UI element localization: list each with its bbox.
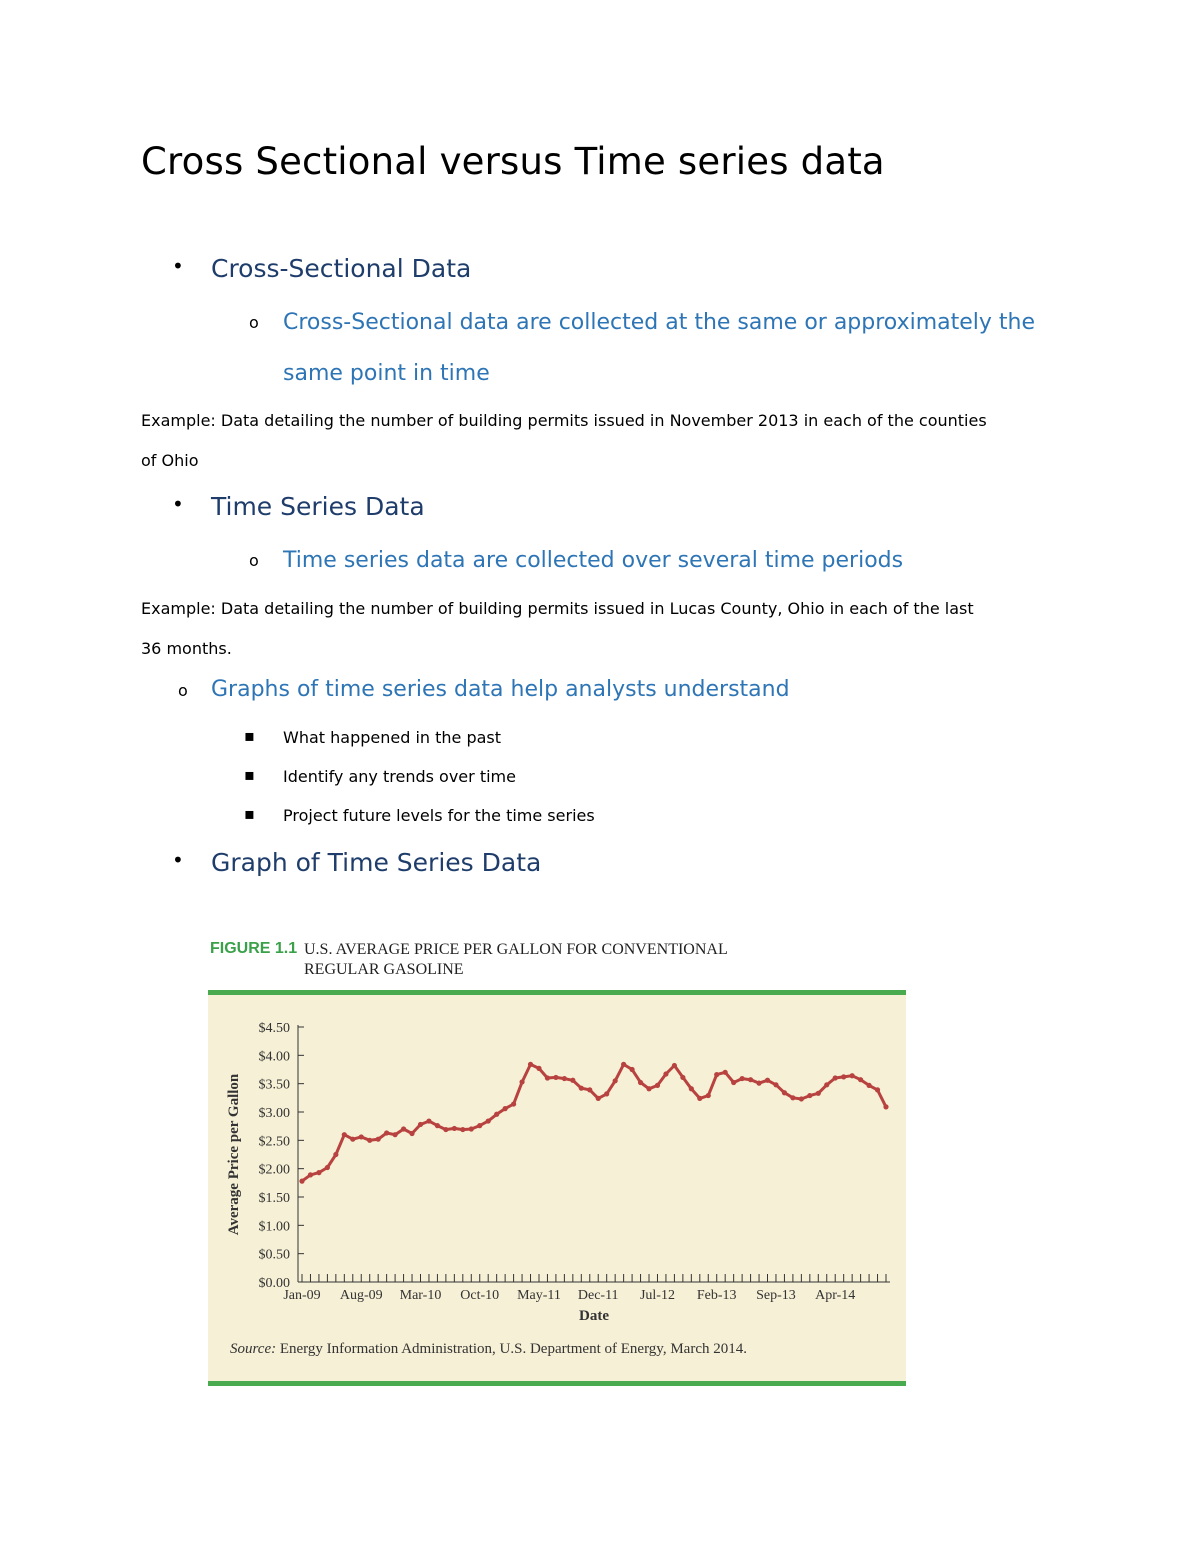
data-point <box>638 1080 643 1085</box>
y-tick-label: $1.00 <box>258 1219 290 1235</box>
x-tick-label: Feb-13 <box>696 1288 737 1303</box>
cross-sectional-heading: Cross-Sectional Data <box>211 254 472 283</box>
data-point <box>799 1096 804 1101</box>
x-tick-label: Aug-09 <box>339 1288 383 1303</box>
data-point <box>850 1073 855 1078</box>
graphs-help-heading: Graphs of time series data help analysts understand <box>211 677 790 702</box>
y-tick-label: $0.50 <box>258 1247 290 1263</box>
figure-number: FIGURE 1.1 <box>210 940 298 957</box>
data-point <box>519 1079 524 1084</box>
bullet-square: ▪ <box>244 726 255 745</box>
cross-sectional-definition-line2: same point in time <box>283 361 490 386</box>
data-point <box>367 1138 372 1143</box>
y-tick-label: $3.00 <box>258 1106 290 1121</box>
x-tick-label: Apr-14 <box>815 1288 856 1303</box>
graph-heading: Graph of Time Series Data <box>211 848 542 877</box>
data-point <box>350 1137 355 1142</box>
list-item: What happened in the past <box>283 728 502 747</box>
data-point <box>511 1101 516 1106</box>
data-point <box>790 1095 795 1100</box>
data-point <box>833 1075 838 1080</box>
figure-title-line2: REGULAR GASOLINE <box>304 961 464 978</box>
y-axis-label: Average Price per Gallon <box>226 1073 242 1236</box>
y-tick-label: $0.00 <box>258 1276 290 1291</box>
cross-sectional-example-line2: of Ohio <box>141 451 199 470</box>
x-tick-label: Dec-11 <box>577 1288 619 1303</box>
data-point <box>460 1127 465 1132</box>
data-point <box>316 1170 321 1175</box>
data-point <box>359 1134 364 1139</box>
source-label: Source: <box>230 1341 277 1357</box>
x-axis-label: Date <box>579 1308 609 1324</box>
y-tick-label: $1.50 <box>258 1191 290 1206</box>
data-point <box>536 1066 541 1071</box>
y-tick-label: $2.50 <box>258 1134 290 1150</box>
data-point <box>308 1172 313 1177</box>
data-point <box>740 1076 745 1081</box>
data-point <box>646 1086 651 1091</box>
data-point <box>401 1126 406 1131</box>
x-tick-label: Sep-13 <box>756 1288 796 1303</box>
figure-title-line1: U.S. AVERAGE PRICE PER GALLON FOR CONVENTIONAL <box>304 941 728 958</box>
series-line <box>302 1064 886 1181</box>
data-point <box>477 1123 482 1128</box>
data-point <box>409 1131 414 1136</box>
data-point <box>689 1086 694 1091</box>
data-point <box>807 1093 812 1098</box>
data-point <box>545 1075 550 1080</box>
data-point <box>299 1179 304 1184</box>
y-tick-label: $2.00 <box>258 1162 290 1178</box>
data-point <box>604 1091 609 1096</box>
figure-source <box>230 1341 747 1358</box>
data-point <box>384 1130 389 1135</box>
bullet-square: ▪ <box>244 804 255 823</box>
time-series-example-line1: Example: Data detailing the number of building permits issued in Lucas County, Ohio in each of the last <box>141 599 974 618</box>
data-point <box>376 1137 381 1142</box>
data-point <box>672 1063 677 1068</box>
data-point <box>393 1132 398 1137</box>
price-chart <box>208 995 906 1381</box>
data-point <box>503 1106 508 1111</box>
bullet-hollow: o <box>249 551 259 570</box>
bullet-hollow: o <box>178 681 188 700</box>
data-point <box>333 1152 338 1157</box>
data-point <box>883 1104 888 1109</box>
x-tick-label: May-11 <box>517 1288 561 1303</box>
data-point <box>773 1082 778 1087</box>
data-point <box>426 1118 431 1123</box>
data-point <box>596 1096 601 1101</box>
data-point <box>629 1067 634 1072</box>
figure <box>208 938 908 1384</box>
time-series-example-line2: 36 months. <box>141 639 232 658</box>
page-title: Cross Sectional versus Time series data <box>141 140 885 183</box>
data-point <box>553 1075 558 1080</box>
data-point <box>494 1112 499 1117</box>
x-tick-label: Mar-10 <box>399 1288 442 1303</box>
data-point <box>452 1126 457 1131</box>
data-point <box>875 1087 880 1092</box>
data-point <box>587 1087 592 1092</box>
bullet-filled: • <box>172 254 184 278</box>
x-tick-label: Oct-10 <box>460 1288 500 1303</box>
list-item: Identify any trends over time <box>283 767 516 786</box>
time-series-heading: Time Series Data <box>211 492 425 521</box>
data-point <box>723 1070 728 1075</box>
bullet-square: ▪ <box>244 765 255 784</box>
chart-panel <box>208 990 906 1386</box>
data-point <box>663 1071 668 1076</box>
data-point <box>435 1123 440 1128</box>
cross-sectional-example-line1: Example: Data detailing the number of building permits issued in November 2013 in each of the counties <box>141 411 987 430</box>
figure-title <box>304 940 844 980</box>
data-point <box>469 1126 474 1131</box>
data-point <box>714 1072 719 1077</box>
x-tick-label: Jan-09 <box>283 1288 321 1303</box>
bullet-hollow: o <box>249 313 259 332</box>
data-point <box>765 1078 770 1083</box>
data-point <box>706 1093 711 1098</box>
y-tick-label: $4.00 <box>258 1049 290 1065</box>
source-text: Energy Information Administration, U.S. Department of Energy, March 2014. <box>276 1341 747 1357</box>
data-point <box>443 1127 448 1132</box>
data-point <box>748 1077 753 1082</box>
data-point <box>680 1075 685 1080</box>
time-series-definition: Time series data are collected over several time periods <box>283 548 904 573</box>
data-point <box>562 1076 567 1081</box>
y-tick-label: $3.50 <box>258 1077 290 1093</box>
data-point <box>756 1081 761 1086</box>
data-point <box>816 1091 821 1096</box>
cross-sectional-definition-line1: Cross-Sectional data are collected at the same or approximately the <box>283 310 1036 335</box>
data-point <box>621 1062 626 1067</box>
data-point <box>841 1074 846 1079</box>
bullet-filled: • <box>172 492 184 516</box>
data-point <box>570 1078 575 1083</box>
data-point <box>418 1122 423 1127</box>
data-point <box>697 1096 702 1101</box>
data-point <box>613 1078 618 1083</box>
data-point <box>866 1083 871 1088</box>
data-point <box>528 1062 533 1067</box>
y-tick-label: $4.50 <box>258 1021 290 1036</box>
x-tick-label: Jul-12 <box>639 1288 675 1303</box>
data-point <box>325 1165 330 1170</box>
data-point <box>655 1083 660 1088</box>
data-point <box>782 1090 787 1095</box>
data-point <box>579 1086 584 1091</box>
bullet-filled: • <box>172 848 184 872</box>
data-point <box>342 1132 347 1137</box>
data-point <box>824 1082 829 1087</box>
data-point <box>731 1080 736 1085</box>
data-point <box>858 1077 863 1082</box>
list-item: Project future levels for the time series <box>283 806 595 825</box>
data-point <box>486 1118 491 1123</box>
